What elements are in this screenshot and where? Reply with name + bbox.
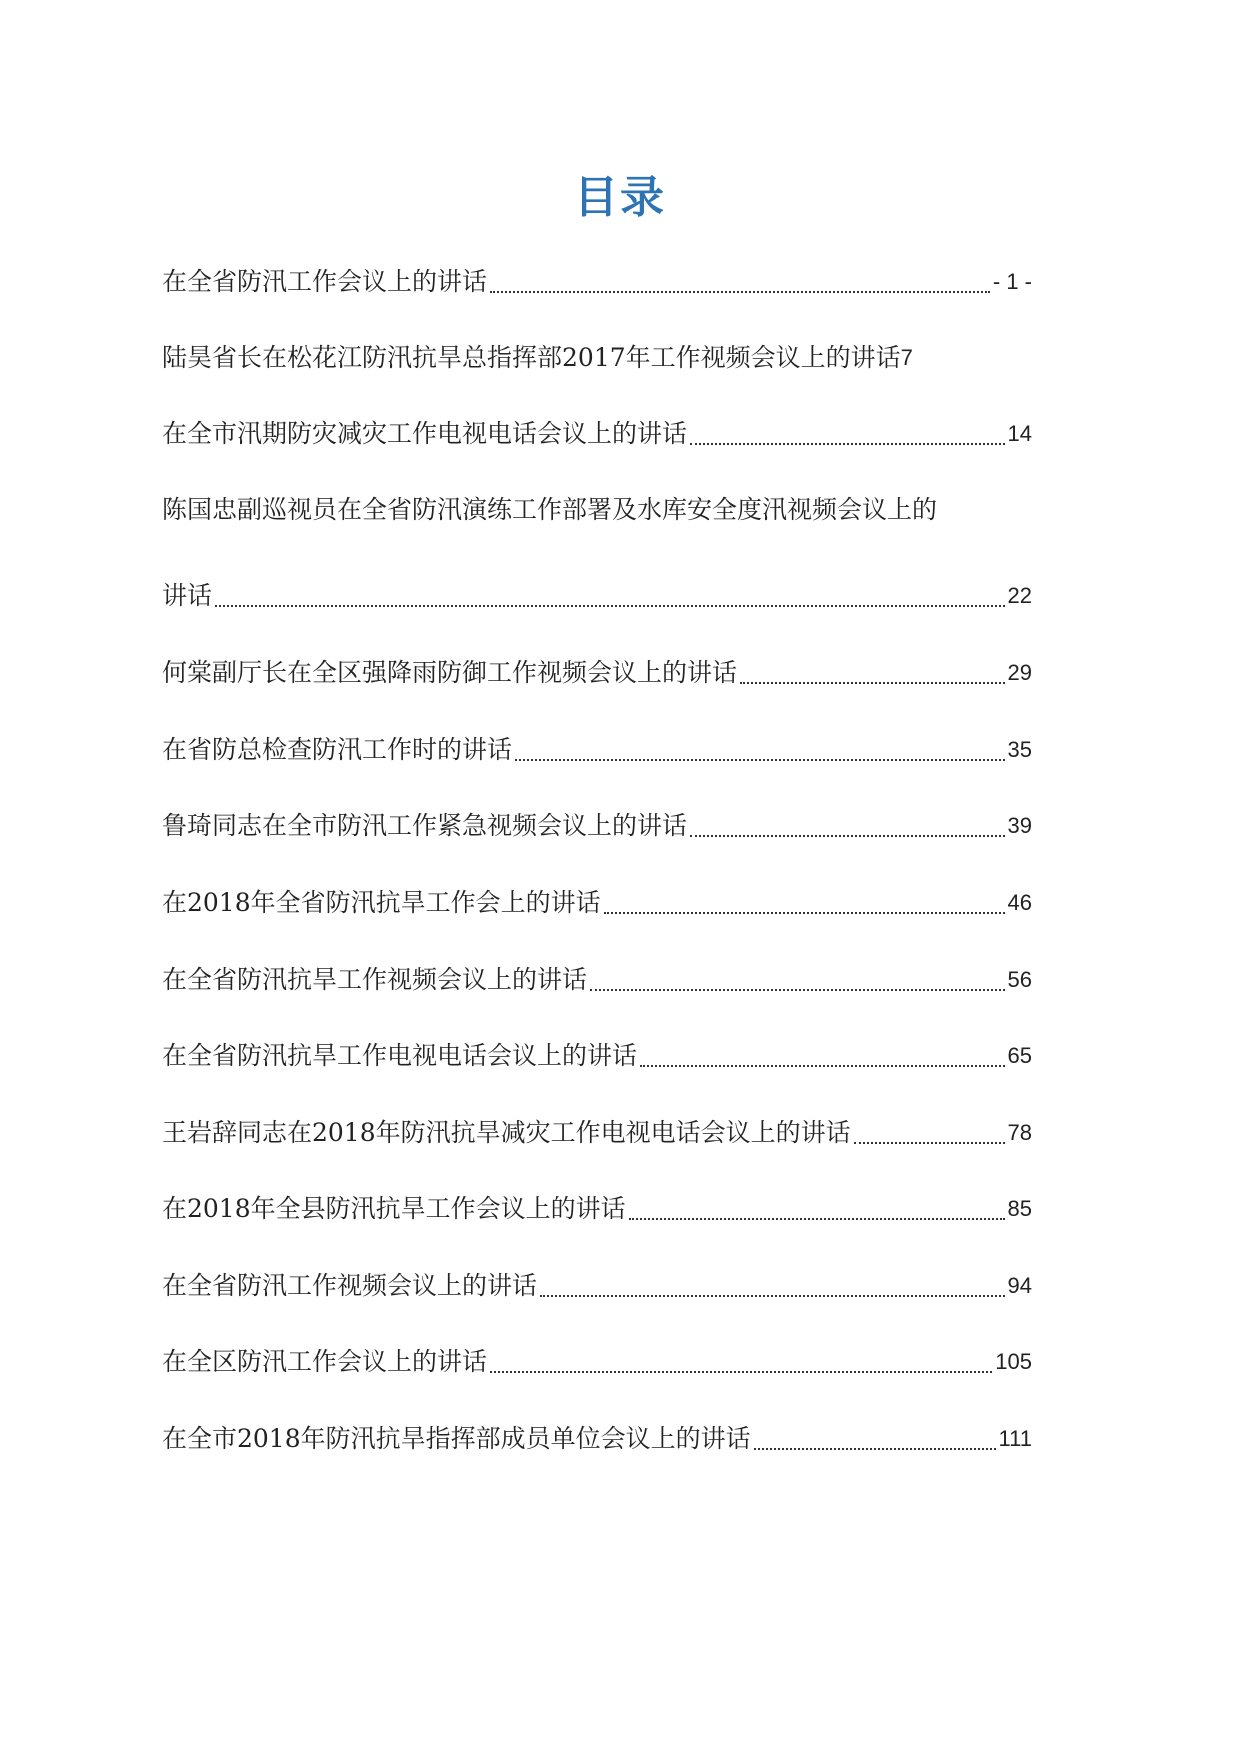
toc-entry[interactable] [162, 730, 1032, 770]
toc-entry-title: 在全省防汛工作视频会议上的讲话 [162, 1271, 538, 1300]
toc-entry-title: 在全省防汛抗旱工作电视电话会议上的讲话 [162, 1041, 638, 1070]
toc-entry-page: 35 [1007, 737, 1032, 762]
toc-entry-title: 在省防总检查防汛工作时的讲话 [162, 735, 513, 764]
dot-leader [854, 1142, 1005, 1144]
toc-entry-page: 39 [1007, 813, 1032, 838]
dot-leader [690, 835, 1005, 837]
toc-entry[interactable] [162, 653, 1032, 693]
toc-entry[interactable] [162, 1342, 1032, 1382]
toc-entry-page: 94 [1007, 1273, 1032, 1298]
toc-entry-title: 陆昊省长在松花江防汛抗旱总指挥部2017年工作视频会议上的讲话 [162, 343, 901, 372]
toc-entry-page: 85 [1007, 1196, 1032, 1221]
toc-entry-title: 陈国忠副巡视员在全省防汛演练工作部署及水库安全度汛视频会议上的 [162, 495, 938, 524]
toc-entry[interactable] [162, 338, 1032, 378]
toc-entry-title: 鲁琦同志在全市防汛工作紧急视频会议上的讲话 [162, 811, 688, 840]
toc-entry[interactable] [162, 1189, 1032, 1229]
toc-entry-page: 111 [998, 1426, 1032, 1451]
dot-leader [215, 605, 1005, 607]
toc-entry-line2 [162, 576, 1032, 616]
toc-entry-page: 105 [995, 1349, 1032, 1374]
dot-leader [690, 443, 1005, 445]
toc-entry[interactable] [162, 1419, 1032, 1459]
dot-leader [640, 1065, 1005, 1067]
toc-entry[interactable] [162, 960, 1032, 1000]
dot-leader [540, 1295, 1005, 1297]
dot-leader [629, 1218, 1005, 1220]
toc-entry-title: 何棠副厅长在全区强降雨防御工作视频会议上的讲话 [162, 658, 738, 687]
dot-leader [590, 989, 1005, 991]
toc-entry[interactable] [162, 490, 1032, 616]
toc-entry-title: 王岩辞同志在2018年防汛抗旱减灾工作电视电话会议上的讲话 [162, 1118, 851, 1147]
toc-entry-title: 在全市2018年防汛抗旱指挥部成员单位会议上的讲话 [162, 1424, 751, 1453]
toc-entry-page: 78 [1007, 1120, 1032, 1145]
dot-leader [754, 1448, 996, 1450]
toc-entry-page: 56 [1007, 967, 1032, 992]
toc-entry-title: 在全市汛期防灾减灾工作电视电话会议上的讲话 [162, 419, 688, 448]
toc-entry-title-continued: 讲话 [162, 581, 213, 610]
toc-entry[interactable] [162, 414, 1032, 454]
toc-entry[interactable] [162, 1113, 1032, 1153]
toc-entry-page: - 1 - [992, 269, 1032, 294]
toc-title: 目录 [574, 172, 666, 223]
toc-entry[interactable] [162, 883, 1032, 923]
toc-entry-title: 在2018年全县防汛抗旱工作会议上的讲话 [162, 1194, 626, 1223]
toc-entry-page: 65 [1007, 1043, 1032, 1068]
toc-entry-title: 在全省防汛工作会议上的讲话 [162, 267, 488, 296]
dot-leader [490, 1371, 992, 1373]
toc-entry-title: 在全区防汛工作会议上的讲话 [162, 1347, 488, 1376]
toc-entry-title: 在2018年全省防汛抗旱工作会上的讲话 [162, 888, 601, 917]
toc-entry[interactable] [162, 806, 1032, 846]
toc-entry-page: 22 [1007, 583, 1032, 608]
toc-entry-title: 在全省防汛抗旱工作视频会议上的讲话 [162, 965, 588, 994]
dot-leader [490, 291, 990, 293]
dot-leader [515, 759, 1005, 761]
toc-entry[interactable] [162, 1036, 1032, 1076]
toc-entry-page: 14 [1007, 421, 1032, 446]
toc-entry[interactable] [162, 262, 1032, 302]
toc-entry[interactable] [162, 1266, 1032, 1306]
toc-entry-page: 29 [1007, 660, 1032, 685]
dot-leader [604, 912, 1005, 914]
dot-leader [740, 682, 1005, 684]
toc-entry-page: 46 [1007, 890, 1032, 915]
toc-entry-page: 7 [900, 345, 913, 370]
